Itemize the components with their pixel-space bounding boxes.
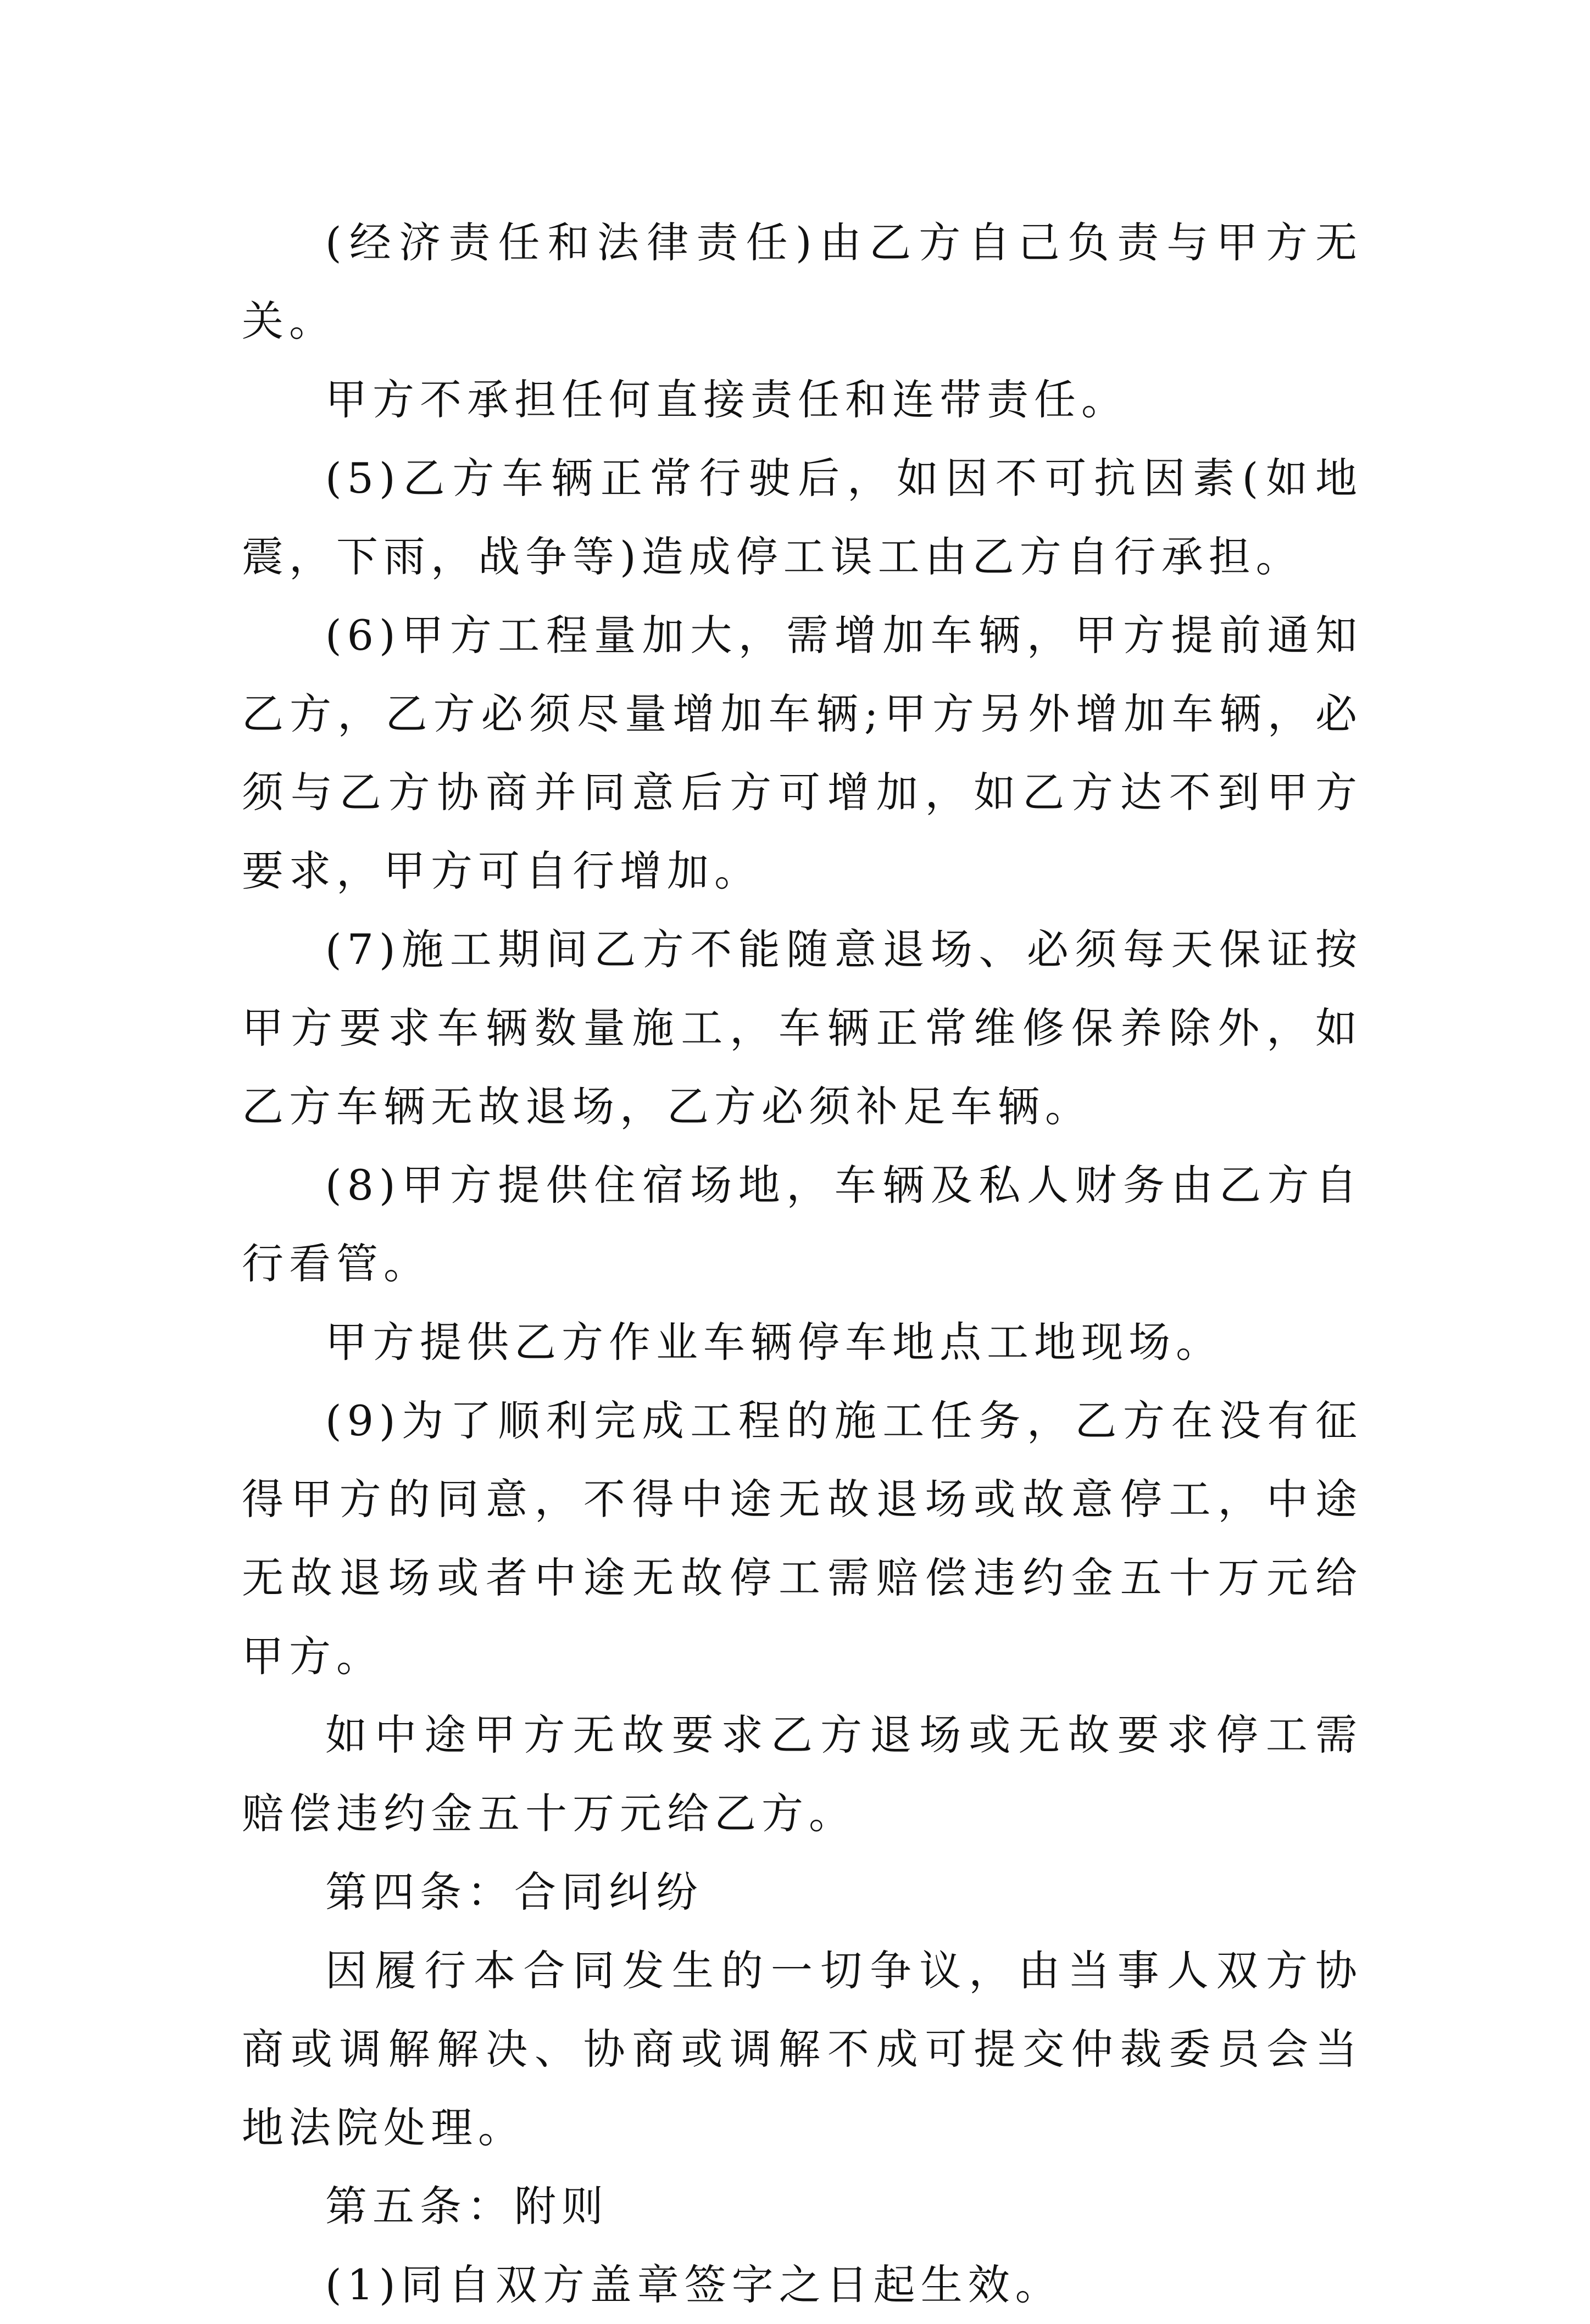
paragraph-effective-date: (1)同自双方盖章签字之日起生效。 bbox=[325, 2260, 1063, 2309]
paragraph-party-a-penalty: 如中途甲方无故要求乙方退场或无故要求停工需赔偿违约金五十万元给乙方。 bbox=[242, 1710, 1363, 1838]
paragraph-clause-5: (5)乙方车辆正常行驶后，如因不可抗因素(如地震，下雨，战争等)造成停工误工由乙方自行承担。 bbox=[242, 454, 1363, 581]
paragraph-clause-9: (9)为了顺利完成工程的施工任务，乙方在没有征得甲方的同意，不得中途无故退场或故意停工，中途无故退场或者中途无故停工需赔偿违约金五十万元给甲方。 bbox=[242, 1396, 1363, 1681]
paragraph-clause-7: (7)施工期间乙方不能随意退场、必须每天保证按甲方要求车辆数量施工，车辆正常维修保养除外，如乙方车辆无故退场，乙方必须补足车辆。 bbox=[242, 925, 1363, 1131]
paragraph-no-liability: 甲方不承担任何直接责任和连带责任。 bbox=[325, 375, 1128, 424]
section-heading-article-4: 第四条：合同纠纷 bbox=[325, 1868, 703, 1916]
section-heading-article-5: 第五条：附则 bbox=[325, 2182, 609, 2231]
paragraph-dispute-resolution: 因履行本合同发生的一切争议，由当事人双方协商或调解解决、协商或调解不成可提交仲裁委员会当地法院处理。 bbox=[242, 1946, 1363, 2152]
paragraph-clause-8: (8)甲方提供住宿场地，车辆及私人财务由乙方自行看管。 bbox=[242, 1161, 1363, 1288]
document-body bbox=[242, 203, 1363, 2324]
paragraph-liability-scope: (经济责任和法律责任)由乙方自己负责与甲方无关。 bbox=[242, 218, 1363, 345]
paragraph-clause-6: (6)甲方工程量加大，需增加车辆，甲方提前通知乙方，乙方必须尽量增加车辆;甲方另外增加车辆，必须与乙方协商并同意后方可增加，如乙方达不到甲方要求，甲方可自行增加。 bbox=[242, 611, 1363, 895]
paragraph-parking-site: 甲方提供乙方作业车辆停车地点工地现场。 bbox=[325, 1318, 1223, 1367]
